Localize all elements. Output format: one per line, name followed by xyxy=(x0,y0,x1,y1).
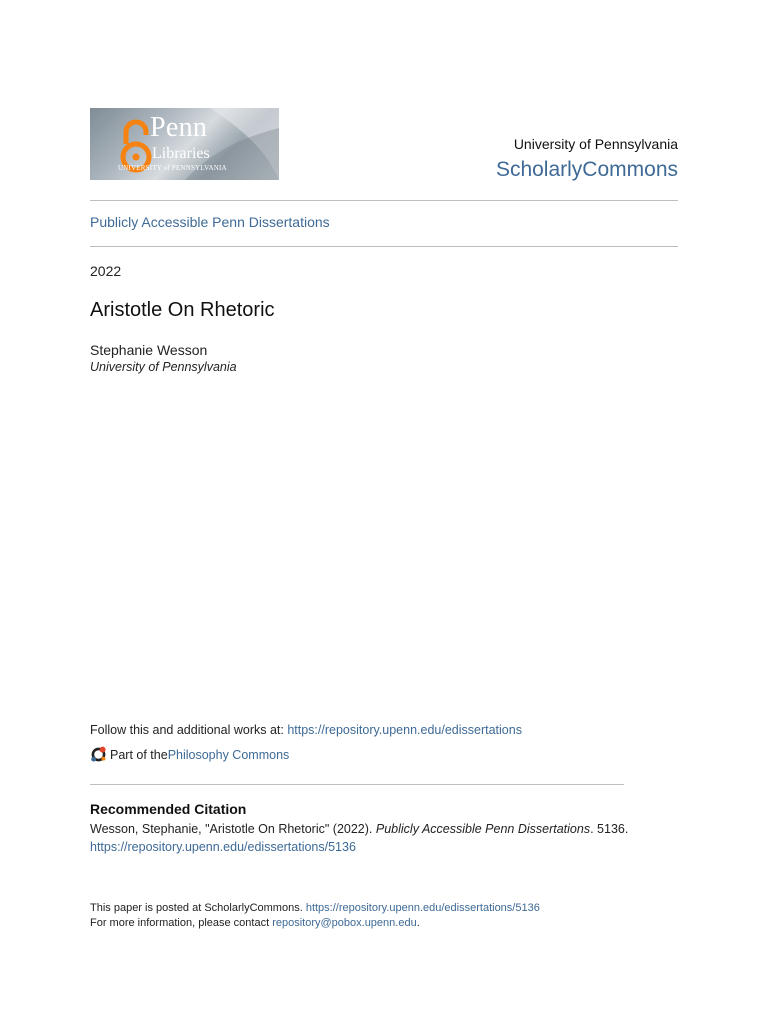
citation-url-link[interactable]: https://repository.upenn.edu/edissertations/5136 xyxy=(90,840,356,854)
penn-libraries-logo[interactable] xyxy=(90,108,279,180)
contact-text: For more information, please contact xyxy=(90,917,273,929)
follow-url-link[interactable]: https://repository.upenn.edu/edissertations xyxy=(287,723,522,737)
logo-libraries-text: Libraries xyxy=(152,145,210,162)
document-title: Aristotle On Rhetoric xyxy=(90,299,275,321)
citation-number: . 5136. xyxy=(590,822,629,836)
posted-url-link[interactable]: https://repository.upenn.edu/edissertations/5136 xyxy=(305,902,540,914)
divider-collection xyxy=(90,246,678,247)
part-of-text: Part of the xyxy=(110,747,168,762)
philosophy-commons-link[interactable]: Philosophy Commons xyxy=(167,747,290,762)
university-name: University of Pennsylvania xyxy=(513,136,678,152)
network-commons-icon xyxy=(90,746,107,763)
logo-university-text: UNIVERSITY of PENNSYLVANIA xyxy=(118,164,227,172)
footer xyxy=(90,901,540,931)
header-right xyxy=(496,136,678,182)
recommended-citation xyxy=(90,820,650,856)
citation-journal: Publicly Accessible Penn Dissertations xyxy=(375,822,591,836)
citation-text: Wesson, Stephanie, "Aristotle On Rhetoric" (2022). xyxy=(90,822,376,836)
follow-text: Follow this and additional works at: xyxy=(90,723,288,737)
contact-end: . xyxy=(416,917,420,929)
collection-link[interactable]: Publicly Accessible Penn Dissertations xyxy=(90,214,330,230)
posted-text: This paper is posted at ScholarlyCommons. xyxy=(90,902,306,914)
recommended-citation-heading: Recommended Citation xyxy=(90,801,247,817)
follow-line xyxy=(90,723,522,737)
author-name: Stephanie Wesson xyxy=(90,342,208,358)
publication-year: 2022 xyxy=(90,263,122,279)
logo-penn-text: Penn xyxy=(150,112,208,143)
divider-top xyxy=(90,200,678,201)
divider-citation xyxy=(90,784,624,785)
contact-email-link[interactable]: repository@pobox.upenn.edu xyxy=(272,917,417,929)
scholarlycommons-link[interactable]: ScholarlyCommons xyxy=(495,158,678,181)
part-of-line xyxy=(90,746,289,763)
author-affiliation: University of Pennsylvania xyxy=(90,360,237,374)
